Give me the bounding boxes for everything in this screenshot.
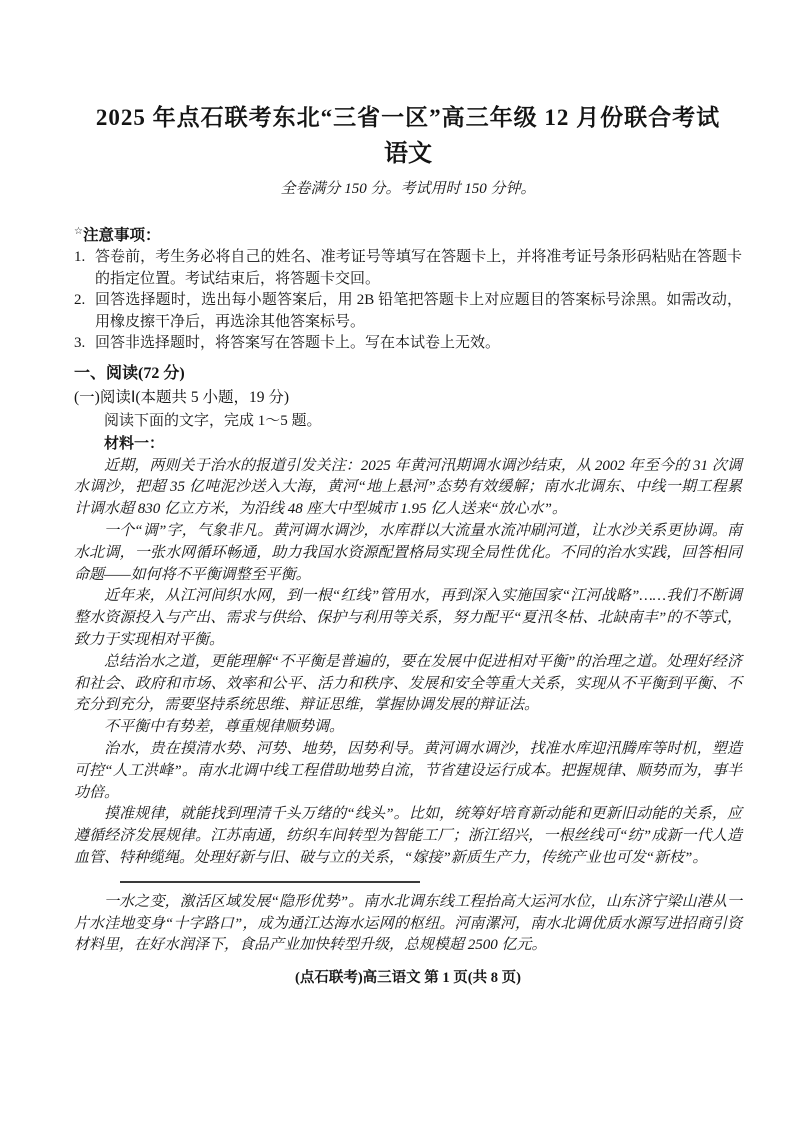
exam-title: 2025 年点石联考东北“三省一区”高三年级 12 月份联合考试 — [95, 105, 721, 130]
passage-paragraph: 近期，两则关于治水的报道引发关注：2025 年黄河汛期调水调沙结束，从 2002 年至今的 31 次调水调沙，把超 35 亿吨泥沙送入大海，黄河“地上悬河”态势有效缓解；南水北调东、中线一期工程累计调水超 830 亿立方米，为沿线 48 座大中型城市 1.95 亿人送来“放心水”。 — [74, 457, 742, 518]
notice-item-text: 回答选择题时，选出每小题答案后，用 2B 铅笔把答题卡上对应题目的答案标号涂黑。如需改动，用橡皮擦干净后，再选涂其他答案标号。 — [95, 292, 742, 330]
notice-item — [74, 247, 742, 290]
notice-item-number: 2. — [74, 292, 86, 309]
passage-paragraph: 治水，贵在摸清水势、河势、地势，因势利导。黄河调水调沙，找准水库迎汛腾库等时机，塑造可控“人工洪峰”。南水北调中线工程借助地势自流，节省建设运行成本。把握规律、顺势而为，事半功倍。 — [74, 741, 742, 801]
notice-item — [74, 290, 742, 333]
notice-item-number: 1. — [74, 249, 86, 266]
notice-section — [74, 221, 742, 355]
reading-instruction: 阅读下面的文字，完成 1～5 题。 — [104, 412, 322, 429]
material-one-label: 材料一： — [104, 435, 165, 452]
page-footer: (点石联考)高三语文 第 1 页(共 8 页) — [295, 970, 521, 987]
passage-paragraph: 一个“调”字，气象非凡。黄河调水调沙，水库群以大流量水流冲刷河道，让水沙关系更协调。南水北调，一张水网循环畅通，助力我国水资源配置格局实现全局性优化。不同的治水实践，回答相同命题——如何将不平衡调整至平衡。 — [74, 523, 742, 583]
notice-heading-text: 注意事项： — [82, 227, 161, 245]
passage-paragraph: 摸准规律，就能找到理清千头万绪的“线头”。比如，统筹好培育新动能和更新旧动能的关系，应遵循经济发展规律。江苏南通，纺织车间转型为智能工厂；浙江绍兴，一根丝线可“纺”成新一代人造血管、特种缆绳。处理好新与旧、破与立的关系，“嫁接”新质生产力，传统产业也可发“新枝”。 — [74, 806, 742, 866]
notice-item — [74, 333, 742, 355]
section-heading-reading: 一、阅读(72 分) — [74, 364, 185, 382]
notice-item-text: 回答非选择题时，将答案写在答题卡上。写在本试卷上无效。 — [95, 335, 501, 352]
passage-divider-line — [120, 881, 420, 883]
subsection-heading-reading-1: (一)阅读Ⅰ(本题共 5 小题，19 分) — [74, 388, 290, 406]
exam-subject: 语文 — [384, 141, 432, 167]
notice-item-number: 3. — [74, 335, 86, 352]
exam-info-line: 全卷满分 150 分。考试用时 150 分钟。 — [280, 181, 536, 197]
passage-material-one — [74, 456, 742, 958]
passage-paragraph: 近年来，从江河间织水网，到一根“红线”管用水，再到深入实施国家“江河战略”……我们不断调整水资源投入与产出、需求与供给、保护与利用等关系，努力配平“夏汛冬枯、北缺南丰”的不等式，致力于实现相对平衡。 — [74, 588, 742, 649]
passage-paragraph: 一水之变，激活区域发展“隐形优势”。南水北调东线工程抬高大运河水位，山东济宁梁山港从一片水洼地变身“十字路口”，成为通江达海水运网的枢纽。河南漯河，南水北调优质水源写进招商引资材料里，在好水润泽下，食品产业加快转型升级，总规模超 2500 亿元。 — [74, 893, 742, 954]
notice-heading — [74, 221, 742, 247]
notice-item-text: 答卷前，考生务必将自己的姓名、准考证号等填写在答题卡上，并将准考证号条形码粘贴在答题卡的指定位置。考试结束后，将答题卡交回。 — [95, 249, 742, 287]
star-icon: ☆ — [74, 226, 83, 237]
passage-paragraph: 总结治水之道，更能理解“不平衡是普遍的，要在发展中促进相对平衡”的治理之道。处理好经济和社会、政府和市场、效率和公平、活力和秩序、发展和安全等重大关系，实现从不平衡到平衡、不充分到充分，需要坚持系统思维、辩证思维，掌握协调发展的辩证法。 — [74, 653, 742, 714]
passage-paragraph: 不平衡中有势差，尊重规律顺势调。 — [104, 719, 345, 736]
